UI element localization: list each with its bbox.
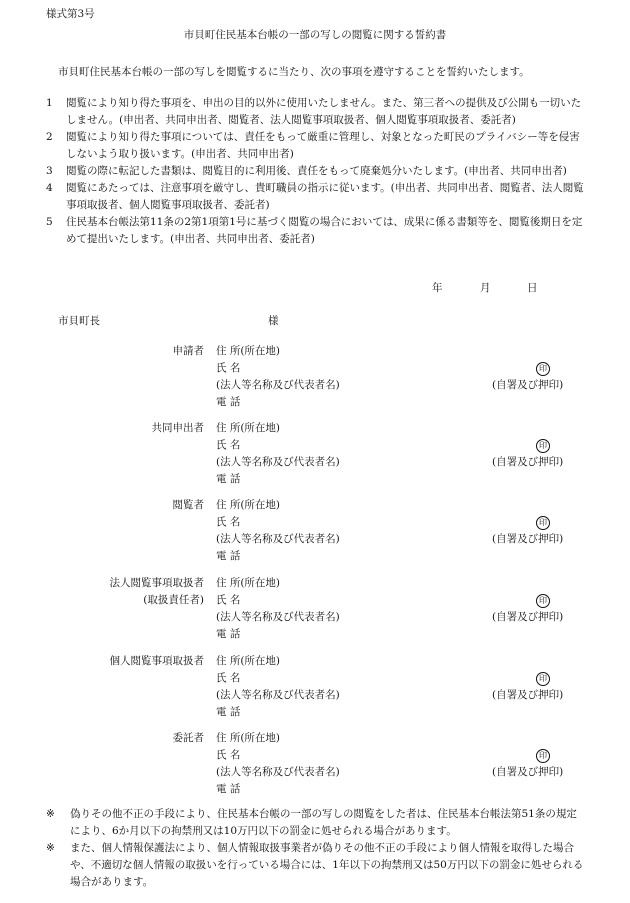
party-role: 法人閲覧事項取扱者	[109, 577, 204, 589]
seal-icon: 印	[536, 439, 550, 453]
name-label: 氏 名	[216, 672, 241, 684]
addressee-honorific: 様	[268, 315, 279, 327]
note-text: また、個人情報保護法により、個人情報取扱事業者が偽りその他不正の手段により個人情報を取得した場合や、不適切な個人情報の取扱いを行っている場合には、1年以下の拘禁刑又は50万円以下の罰金に処せられる場合があります。	[70, 842, 584, 888]
party-fields	[216, 420, 340, 488]
item-number: 4	[46, 182, 53, 194]
note-mark: ※	[46, 808, 55, 820]
date-month-label: 月	[480, 282, 491, 294]
item-text: 閲覧にあたっては、注意事項を厳守し、貴町職員の指示に従います。(申出者、共同申出者、閲覧者、法人閲覧事項取扱者、個人閲覧事項取扱者、委託者)	[66, 182, 584, 211]
party-block-co-applicant	[0, 420, 630, 490]
item-number: 2	[46, 131, 53, 143]
phone-label: 電 話	[216, 783, 241, 795]
signature-note: (自署及び押印)	[492, 689, 564, 701]
item-number: 1	[46, 97, 53, 109]
name-label: 氏 名	[216, 362, 241, 374]
party-block-viewer	[0, 497, 630, 567]
name-label: 氏 名	[216, 594, 241, 606]
phone-label: 電 話	[216, 628, 241, 640]
item-text: 閲覧により知り得た事項については、責任をもって厳重に管理し、対象となった町民のプライバシー等を侵害しないよう取り扱います。(申出者、共同申出者)	[66, 131, 580, 160]
corp-label: (法人等名称及び代表者名)	[216, 766, 340, 778]
corp-label: (法人等名称及び代表者名)	[216, 611, 340, 623]
form-number: 様式第3号	[46, 8, 95, 20]
party-role-sub: (取扱責任者)	[143, 594, 204, 606]
name-label: 氏 名	[216, 439, 241, 451]
addressee-mayor: 市貝町長	[58, 315, 100, 327]
corp-label: (法人等名称及び代表者名)	[216, 689, 340, 701]
note-item	[46, 840, 584, 891]
phone-label: 電 話	[216, 706, 241, 718]
signature-note: (自署及び押印)	[492, 611, 564, 623]
party-fields	[216, 575, 340, 643]
seal-icon: 印	[536, 594, 550, 608]
party-block-corporate-handler	[0, 575, 630, 645]
party-fields	[216, 730, 340, 798]
address-label: 住 所(所在地)	[216, 655, 281, 667]
signature-note: (自署及び押印)	[492, 379, 564, 391]
note-mark: ※	[46, 842, 55, 854]
party-fields	[216, 343, 340, 411]
address-label: 住 所(所在地)	[216, 499, 281, 511]
pledge-item	[46, 95, 584, 129]
party-role: 個人閲覧事項取扱者	[109, 655, 204, 667]
address-label: 住 所(所在地)	[216, 732, 281, 744]
intro-text: 市貝町住民基本台帳の一部の写しを閲覧するに当たり、次の事項を遵守することを誓約いたします。	[58, 66, 530, 78]
date-day-label: 日	[527, 282, 538, 294]
document-title: 市貝町住民基本台帳の一部の写しの閲覧に関する誓約書	[183, 29, 447, 41]
party-block-consignor	[0, 730, 630, 800]
pledge-item	[46, 129, 584, 163]
name-label: 氏 名	[216, 516, 241, 528]
name-label: 氏 名	[216, 749, 241, 761]
party-block-individual-handler	[0, 653, 630, 723]
note-item	[46, 806, 584, 840]
pledge-item	[46, 180, 584, 214]
party-role: 委託者	[172, 732, 204, 744]
item-text: 閲覧により知り得た事項を、申出の目的以外に使用いたしません。また、第三者への提供及び公開も一切いたしません。(申出者、共同申出者、閲覧者、法人閲覧事項取扱者、個人閲覧事項取扱者、委託者)	[66, 97, 582, 126]
seal-icon: 印	[536, 749, 550, 763]
address-label: 住 所(所在地)	[216, 345, 281, 357]
signature-note: (自署及び押印)	[492, 766, 564, 778]
phone-label: 電 話	[216, 550, 241, 562]
party-role: 申請者	[172, 345, 204, 357]
seal-icon: 印	[536, 672, 550, 686]
party-role: 共同申出者	[151, 422, 204, 434]
corp-label: (法人等名称及び代表者名)	[216, 533, 340, 545]
signature-note: (自署及び押印)	[492, 456, 564, 468]
item-number: 3	[46, 165, 53, 177]
legal-notes	[46, 806, 584, 891]
seal-icon: 印	[536, 362, 550, 376]
item-number: 5	[46, 216, 53, 228]
address-label: 住 所(所在地)	[216, 577, 281, 589]
seal-icon: 印	[536, 516, 550, 530]
pledge-item	[46, 163, 584, 180]
party-role: 閲覧者	[172, 499, 204, 511]
address-label: 住 所(所在地)	[216, 422, 281, 434]
party-fields	[216, 497, 340, 565]
item-text: 住民基本台帳法第11条の2第1項第1号に基づく閲覧の場合においては、成果に係る書類等を、閲覧後期日を定めて提出いたします。(申出者、共同申出者、委託者)	[66, 216, 583, 245]
phone-label: 電 話	[216, 473, 241, 485]
signature-note: (自署及び押印)	[492, 533, 564, 545]
pledge-items	[46, 95, 584, 248]
party-block-applicant	[0, 343, 630, 413]
item-text: 閲覧の際に転記した書類は、閲覧目的に利用後、責任をもって廃棄処分いたします。(申出者、共同申出者)	[66, 165, 567, 177]
phone-label: 電 話	[216, 396, 241, 408]
corp-label: (法人等名称及び代表者名)	[216, 456, 340, 468]
date-year-label: 年	[432, 282, 443, 294]
corp-label: (法人等名称及び代表者名)	[216, 379, 340, 391]
pledge-item	[46, 214, 584, 248]
note-text: 偽りその他不正の手段により、住民基本台帳の一部の写しの閲覧をした者は、住民基本台帳法第51条の規定により、6か月以下の拘禁刑又は10万円以下の罰金に処せられる場合があります。	[70, 808, 577, 837]
party-fields	[216, 653, 340, 721]
